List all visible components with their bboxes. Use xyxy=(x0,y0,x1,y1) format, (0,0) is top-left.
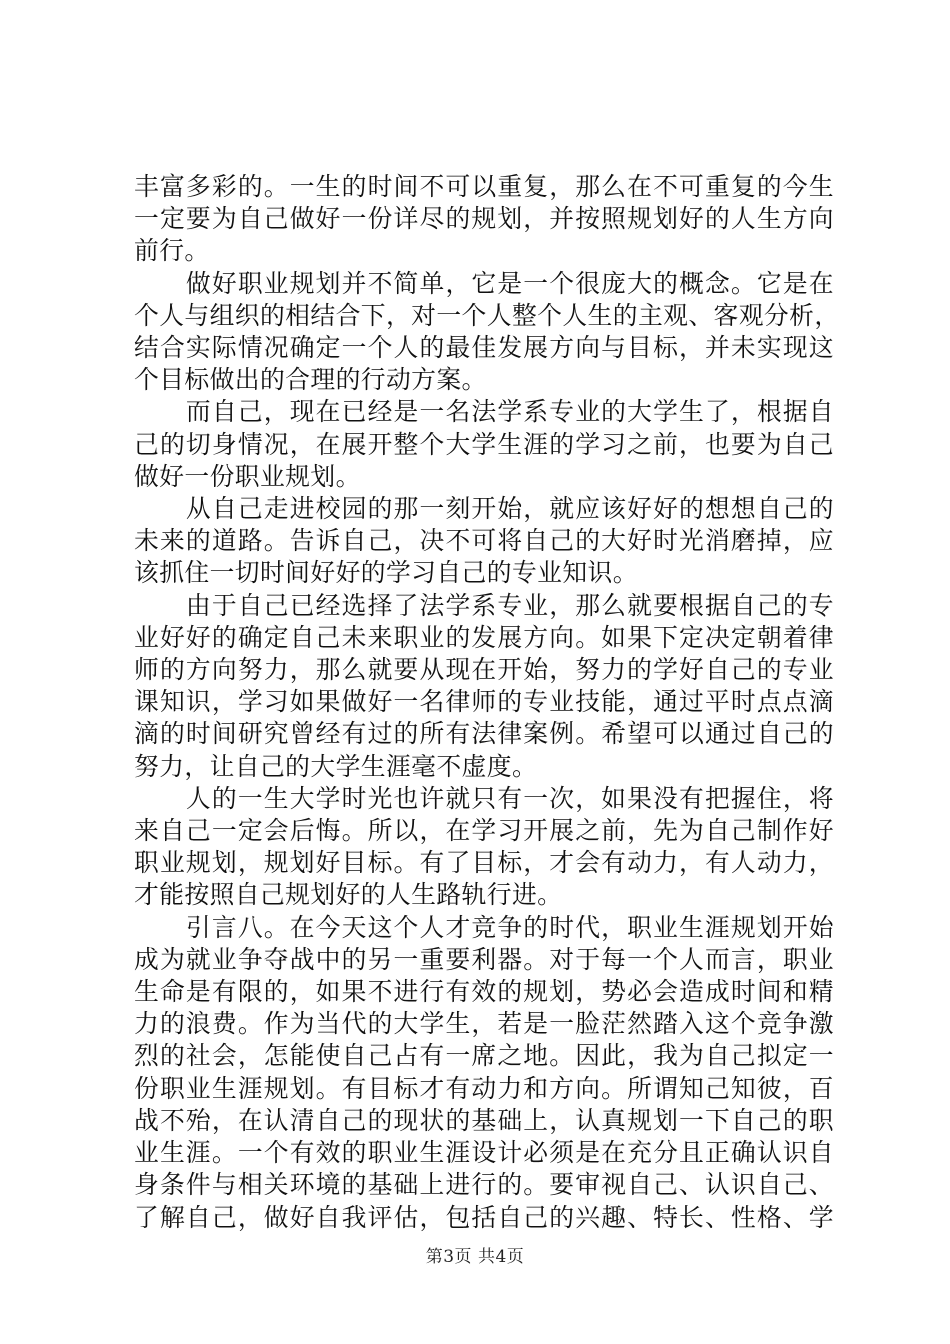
text-line: 业好好的确定自己未来职业的发展方向。如果下定决定朝着律 xyxy=(134,622,834,652)
text-line: 努力，让自己的大学生涯毫不虚度。 xyxy=(134,751,538,781)
text-line: 滴的时间研究曾经有过的所有法律案例。希望可以通过自己的 xyxy=(134,719,834,749)
text-line: 了解自己，做好自我评估，包括自己的兴趣、特长、性格、学 xyxy=(134,1202,834,1232)
paragraph xyxy=(134,171,834,268)
text-line: 才能按照自己规划好的人生路轨行进。 xyxy=(134,880,563,910)
text-line: 己的切身情况，在展开整个大学生涯的学习之前，也要为自己 xyxy=(134,429,834,459)
paragraph xyxy=(134,493,834,590)
text-line: 烈的社会，怎能使自己占有一席之地。因此，我为自己拟定一 xyxy=(134,1041,834,1071)
text-line: 身条件与相关环境的基础上进行的。要审视自己、认识自己、 xyxy=(134,1170,834,1200)
text-line: 课知识，学习如果做好一名律师的专业技能，通过平时点点滴 xyxy=(134,687,834,717)
text-line: 份职业生涯规划。有目标才有动力和方向。所谓知己知彼，百 xyxy=(134,1073,834,1103)
text-line: 个人与组织的相结合下，对一个人整个人生的主观、客观分析， xyxy=(134,300,840,330)
text-line: 职业规划，规划好目标。有了目标，才会有动力，有人动力， xyxy=(134,848,834,878)
text-line: 战不殆，在认清自己的现状的基础上，认真规划一下自己的职 xyxy=(134,1105,834,1135)
text-line: 生命是有限的，如果不进行有效的规划，势必会造成时间和精 xyxy=(134,977,834,1007)
text-line: 成为就业争夺战中的另一重要利器。对于每一个人而言，职业 xyxy=(134,944,834,974)
text-line: 从自己走进校园的那一刻开始，就应该好好的想想自己的 xyxy=(134,494,834,524)
text-line: 力的浪费。作为当代的大学生，若是一脸茫然踏入这个竞争激 xyxy=(134,1009,834,1039)
text-line: 前行。 xyxy=(134,236,210,266)
text-line: 该抓住一切时间好好的学习自己的专业知识。 xyxy=(134,558,638,588)
text-line: 做好一份职业规划。 xyxy=(134,461,361,491)
text-line: 引言八。在今天这个人才竞争的时代，职业生涯规划开始 xyxy=(134,912,834,942)
text-line: 个目标做出的合理的行动方案。 xyxy=(134,365,487,395)
text-line: 业生涯。一个有效的职业生涯设计必须是在充分且正确认识自 xyxy=(134,1138,834,1168)
text-line: 结合实际情况确定一个人的最佳发展方向与目标，并未实现这 xyxy=(134,333,834,363)
text-line: 师的方向努力，那么就要从现在开始，努力的学好自己的专业 xyxy=(134,655,834,685)
text-line: 一定要为自己做好一份详尽的规划，并按照规划好的人生方向 xyxy=(134,204,834,234)
text-line: 由于自己已经选择了法学系专业，那么就要根据自己的专 xyxy=(134,590,834,620)
document-body xyxy=(134,171,840,1234)
paragraph xyxy=(134,396,834,493)
text-line: 而自己，现在已经是一名法学系专业的大学生了，根据自 xyxy=(134,397,834,427)
text-line: 来自己一定会后悔。所以，在学习开展之前，先为自己制作好 xyxy=(134,816,834,846)
paragraph xyxy=(134,268,840,397)
text-line: 丰富多彩的。一生的时间不可以重复，那么在不可重复的今生 xyxy=(134,172,834,201)
text-line: 做好职业规划并不简单，它是一个很庞大的概念。它是在 xyxy=(134,268,834,298)
paragraph xyxy=(134,912,834,1234)
text-line: 人的一生大学时光也许就只有一次，如果没有把握住，将 xyxy=(134,783,834,813)
paragraph xyxy=(134,590,834,783)
page-footer: 第3页 共4页 xyxy=(425,1247,525,1267)
paragraph xyxy=(134,783,834,912)
text-line: 未来的道路。告诉自己，决不可将自己的大好时光消磨掉，应 xyxy=(134,526,834,556)
